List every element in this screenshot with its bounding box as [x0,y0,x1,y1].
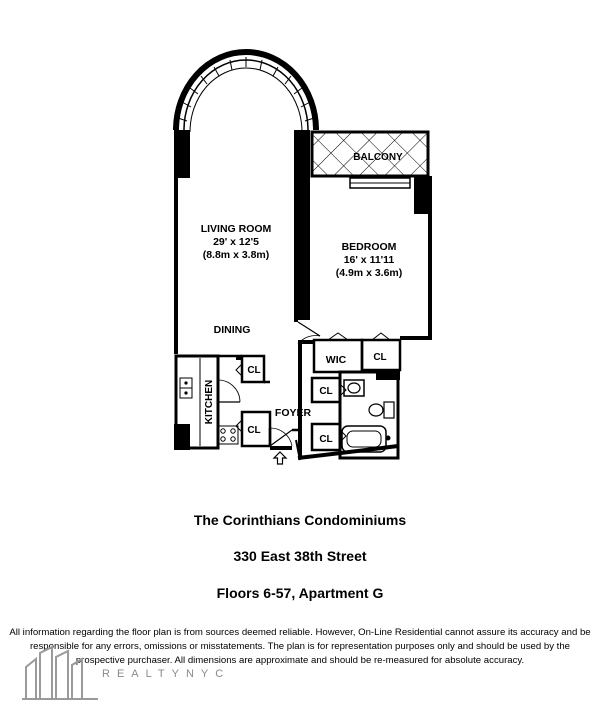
apartment-unit: Floors 6-57, Apartment G [216,585,384,601]
wic-label: WIC [325,354,347,366]
bedroom-walls [298,176,432,458]
dining-label: DINING [213,324,251,336]
entry-door [270,428,298,450]
balcony-label: BALCONY [353,152,403,163]
closet-label: CL [319,434,333,445]
entry-arrow-icon [274,452,286,464]
watermark-text: REALTYNYC [102,668,231,680]
living-room-metric: (8.8m x 3.8m) [202,249,270,261]
kitchen-label: KITCHEN [204,379,215,425]
arched-bay [176,52,316,132]
building-name: The Corinthians Condominiums [193,512,407,528]
closet-label: CL [319,386,333,397]
bedroom-dim: 16' x 11'11 [343,254,395,266]
bedroom-label: BEDROOM [341,241,397,253]
closet-label: CL [247,365,261,376]
closet-label: CL [247,425,261,436]
address: 330 East 38th Street [233,548,367,564]
foyer-label: FOYER [274,407,312,419]
realty-logo-icon [20,645,100,701]
bedroom-metric: (4.9m x 3.6m) [335,267,403,279]
disclaimer-text: All information regarding the floor plan is from sources deemed reliable. However, On-Line Residential cannot assure its accuracy and be responsible for any errors, omissions or misstatements. The plan is for representation purposes only and should be used by the prospective purchaser. All dimensions are approximate and should be re-measured for absolute accuracy. [9,627,591,666]
living-room-label: LIVING ROOM [200,223,272,235]
closet-label: CL [373,352,387,363]
living-room-dim: 29' x 12'5 [213,236,259,248]
